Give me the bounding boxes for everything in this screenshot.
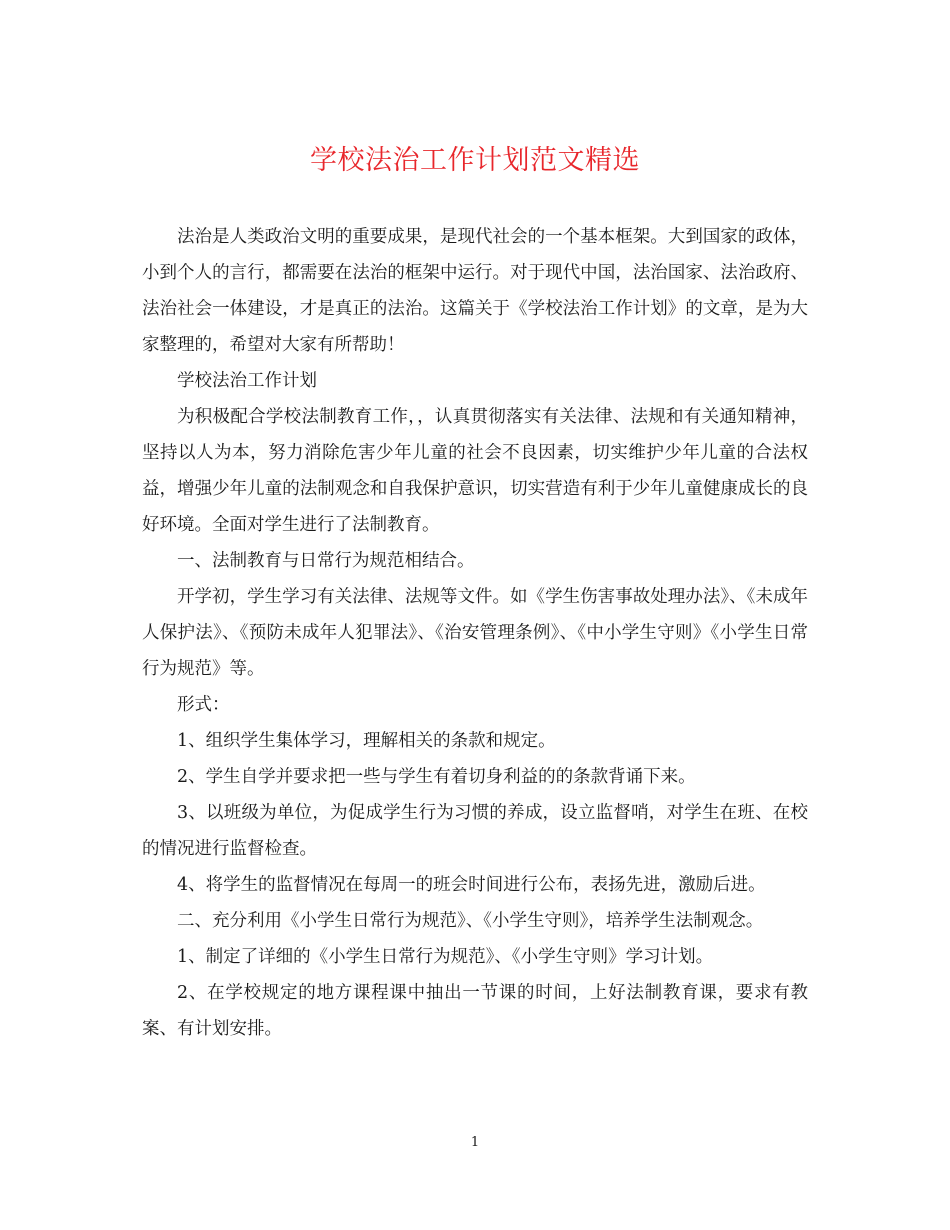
document-body xyxy=(142,219,808,1047)
paragraph-item-1: 1、组织学生集体学习，理解相关的条款和规定。 xyxy=(177,731,556,751)
paragraph-sub-item-2: 2、在学校规定的地方课程课中抽出一节课的时间，上好法制教育课，要求有教案、有计划安排。 xyxy=(142,983,808,1039)
paragraph-purpose: 为积极配合学校法制教育工作，，认真贯彻落实有关法律、法规和有关通知精神，坚持以人为本，努力消除危害少年儿童的社会不良因素，切实维护少年儿童的合法权益，增强少年儿童的法制观念和自我保护意识，切实营造有利于少年儿童健康成长的良好环境。全面对学生进行了法制教育。 xyxy=(142,407,808,535)
paragraph-section-heading: 学校法治工作计划 xyxy=(177,371,317,391)
paragraph-item-3: 3、以班级为单位，为促成学生行为习惯的养成，设立监督哨，对学生在班、在校的情况进行监督检查。 xyxy=(142,803,808,859)
paragraph-heading-two: 二、充分利用《小学生日常行为规范》、《小学生守则》，培养学生法制观念。 xyxy=(177,911,764,931)
paragraph-sub-item-1: 1、制定了详细的《小学生日常行为规范》、《小学生守则》学习计划。 xyxy=(177,947,714,967)
paragraph-item-4: 4、将学生的监督情况在每周一的班会时间进行公布，表扬先进，激励后进。 xyxy=(177,875,766,895)
paragraph-item-2: 2、学生自学并要求把一些与学生有着切身利益的的条款背诵下来。 xyxy=(177,767,696,787)
document-title: 学校法治工作计划范文精选 xyxy=(310,145,640,176)
paragraph-intro: 法治是人类政治文明的重要成果，是现代社会的一个基本框架。大到国家的政体，小到个人的言行，都需要在法治的框架中运行。对于现代中国，法治国家、法治政府、法治社会一体建设，才是真正的法治。这篇关于《学校法治工作计划》的文章，是为大家整理的，希望对大家有所帮助！ xyxy=(142,227,808,355)
paragraph-form-label: 形式： xyxy=(177,695,230,715)
page-number: 1 xyxy=(470,1135,480,1150)
paragraph-heading-one: 一、法制教育与日常行为规范相结合。 xyxy=(177,551,475,571)
paragraph-documents: 开学初，学生学习有关法律、法规等文件。如《学生伤害事故处理办法》、《未成年人保护法》、《预防未成年人犯罪法》、《治安管理条例》、《中小学生守则》《小学生日常行为规范》等。 xyxy=(142,587,808,679)
